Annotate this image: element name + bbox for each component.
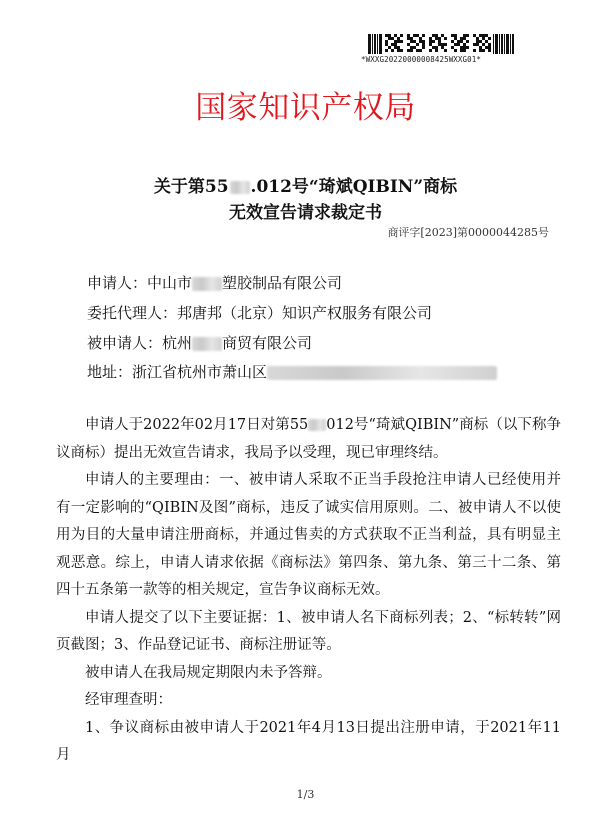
redaction-block	[192, 337, 222, 351]
address-line	[87, 361, 497, 382]
applicant-line	[87, 272, 342, 293]
title-part-b: .012号“琦斌QIBIN”商标	[250, 177, 458, 197]
document-title-line1	[0, 172, 611, 197]
paragraph-text: 申请人于2022年02月17日对第55	[85, 417, 309, 433]
barcode-cell	[422, 49, 425, 52]
applicant-name: 塑胶制品有限公司	[222, 274, 343, 292]
barcode-code-text: *WXXG20220000008425WXXG01*	[361, 55, 481, 64]
paragraph-no-reply: 被申请人在我局规定期限内未予答辩。	[85, 664, 332, 681]
respondent-line	[87, 332, 312, 353]
paragraph-text: 012号“琦斌QIBIN”商标（以下称争议商标）提出无效宣告请求，我局予以受理，现已审理终结。	[56, 417, 561, 461]
barcode-cell	[400, 49, 403, 52]
page-number: 1/3	[296, 788, 315, 801]
barcode-cell	[444, 49, 447, 52]
paragraph-finding-1: 1、争议商标由被申请人于2021年4月13日提出注册申请，于2021年11月	[56, 719, 561, 763]
barcode-cell	[488, 49, 491, 52]
barcode-cell	[466, 49, 469, 52]
paragraph-evidence: 申请人提交了以下主要证据：1、被申请人名下商标列表；2、“标转转”网页截图；3、作品登记证书、商标注册证等。	[56, 609, 561, 653]
paragraph-request	[56, 412, 561, 467]
office-name: 国家知识产权局	[195, 90, 416, 126]
respondent-label: 被申请人：杭州	[87, 334, 193, 352]
agent-line: 委托代理人：邦唐邦（北京）知识产权服务有限公司	[87, 304, 433, 322]
title-part-a: 关于第55	[153, 177, 229, 197]
document-number: 商评字[2023]第0000044285号	[387, 226, 549, 239]
redaction-block	[192, 277, 222, 291]
paragraph-reasons: 申请人的主要理由：一、被申请人采取不正当手段抢注申请人已经使用并有一定影响的“QIBIN及图”商标，违反了诚实信用原则。二、被申请人不以使用为目的大量申请注册商标，并通过售卖的方式获取不正当利益，具有明显主观恶意。综上，申请人请求依据《商标法》第四条、第九条、第三十二条、第四十五条第一款等的相关规定，宣告争议商标无效。	[56, 472, 561, 598]
address-label: 地址：浙江省杭州市萧山区	[87, 363, 268, 381]
redaction-block	[308, 419, 326, 431]
paragraph-findings-heading: 经审理查明：	[85, 692, 172, 708]
respondent-name: 商贸有限公司	[222, 334, 313, 352]
redaction-block	[267, 366, 497, 380]
applicant-label: 申请人：中山市	[87, 274, 193, 292]
document-title-line2: 无效宣告请求裁定书	[229, 203, 382, 223]
redaction-block	[230, 181, 250, 194]
decision-body	[56, 412, 561, 770]
barcode-graphic	[368, 34, 530, 54]
